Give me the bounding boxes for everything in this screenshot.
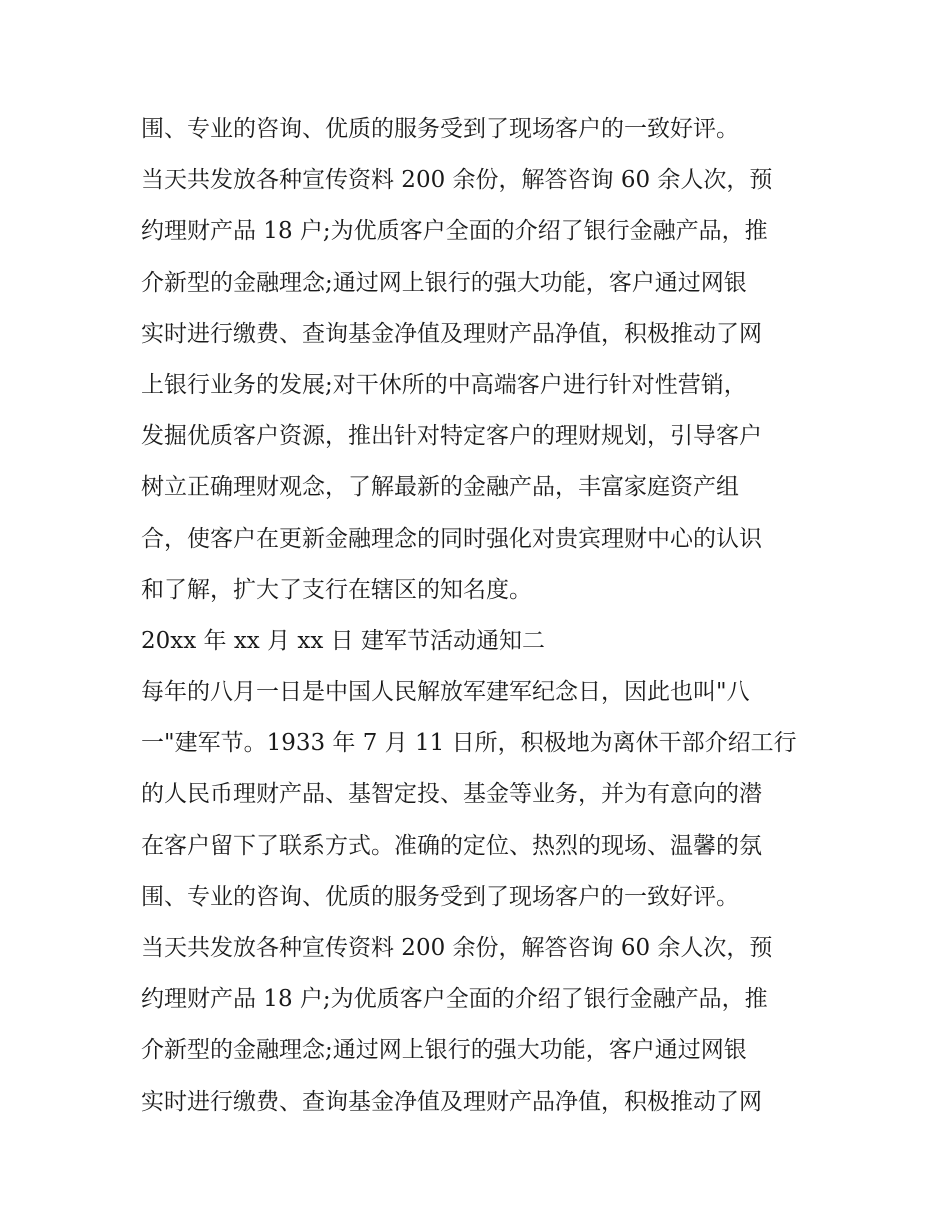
text-line: 上银行业务的发展;对干休所的中高端客户进行针对性营销， xyxy=(141,371,747,398)
text-line: 介新型的金融理念;通过网上银行的强大功能，客户通过网银 xyxy=(141,1037,747,1064)
text-line: 约理财产品 18 户;为优质客户全面的介绍了银行金融产品，推 xyxy=(141,986,768,1013)
text-line: 一"建军节。1933 年 7 月 11 日所，积极地为离休干部介绍工行 xyxy=(141,730,797,757)
text-line: 发掘优质客户资源，推出针对特定客户的理财规划，引导客户 xyxy=(141,423,762,450)
text-line: 围、专业的咨询、优质的服务受到了现场客户的一致好评。 xyxy=(141,116,739,142)
section-heading: 20xx 年 xx 月 xx 日 建军节活动通知二 xyxy=(141,627,545,654)
body-text xyxy=(141,104,821,1128)
text-line: 每年的八月一日是中国人民解放军建军纪念日，因此也叫"八 xyxy=(141,679,750,706)
text-line: 实时进行缴费、查询基金净值及理财产品净值，积极推动了网 xyxy=(141,320,762,347)
text-line: 合，使客户在更新金融理念的同时强化对贵宾理财中心的认识 xyxy=(141,525,762,552)
text-line: 当天共发放各种宣传资料 200 余份，解答咨询 60 余人次，预 xyxy=(141,167,773,194)
text-line: 和了解，扩大了支行在辖区的知名度。 xyxy=(141,576,532,603)
text-line: 围、专业的咨询、优质的服务受到了现场客户的一致好评。 xyxy=(141,883,739,910)
text-line: 在客户留下了联系方式。准确的定位、热烈的现场、温馨的氛 xyxy=(141,832,762,859)
text-line: 当天共发放各种宣传资料 200 余份，解答咨询 60 余人次，预 xyxy=(141,935,773,961)
text-line: 实时进行缴费、查询基金净值及理财产品净值，积极推动了网 xyxy=(141,1088,762,1115)
text-line: 约理财产品 18 户;为优质客户全面的介绍了银行金融产品，推 xyxy=(141,218,768,245)
text-line: 的人民币理财产品、基智定投、基金等业务，并为有意向的潜 xyxy=(141,781,762,808)
text-line: 树立正确理财观念，了解最新的金融产品，丰富家庭资产组 xyxy=(141,474,739,501)
text-line: 介新型的金融理念;通过网上银行的强大功能，客户通过网银 xyxy=(141,269,747,296)
